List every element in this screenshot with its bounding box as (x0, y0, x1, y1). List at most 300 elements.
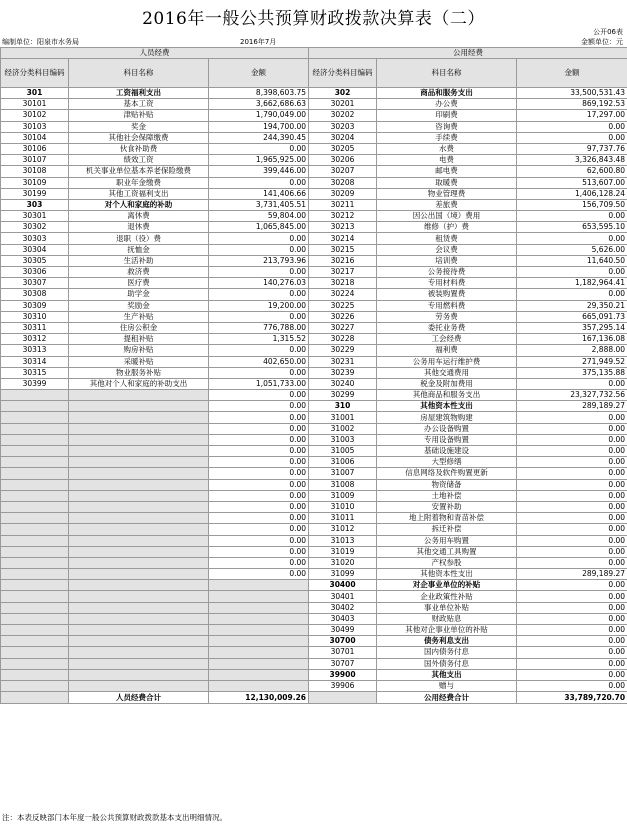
left-code: 30311 (1, 322, 69, 333)
left-item-name: 伙食补助费 (69, 143, 209, 154)
table-row (1, 446, 627, 457)
table-row (1, 647, 627, 658)
left-code (1, 412, 69, 423)
right-amount: 665,091.73 (517, 311, 627, 322)
left-code (1, 401, 69, 412)
table-row (1, 367, 627, 378)
table-row (1, 658, 627, 669)
right-code: 30207 (309, 166, 377, 177)
total-amount-public: 33,789,720.70 (517, 692, 627, 704)
left-code (1, 535, 69, 546)
left-item-name (69, 535, 209, 546)
table-row (1, 233, 627, 244)
left-code: 30303 (1, 233, 69, 244)
left-item-name: 提租补贴 (69, 334, 209, 345)
right-amount: 0.00 (517, 378, 627, 389)
right-code: 30212 (309, 211, 377, 222)
right-amount: 0.00 (517, 591, 627, 602)
left-amount: 19,200.00 (209, 300, 309, 311)
table-row (1, 513, 627, 524)
right-amount: 0.00 (517, 233, 627, 244)
left-amount: 0.00 (209, 390, 309, 401)
left-item-name (69, 479, 209, 490)
left-amount: 3,662,686.63 (209, 99, 309, 110)
right-code: 30231 (309, 356, 377, 367)
left-item-name: 其他对个人和家庭的补助支出 (69, 378, 209, 389)
right-item-name: 水费 (377, 143, 517, 154)
table-row (1, 434, 627, 445)
left-item-name (69, 468, 209, 479)
right-amount: 0.00 (517, 535, 627, 546)
right-item-name: 办公设备购置 (377, 423, 517, 434)
right-code: 31013 (309, 535, 377, 546)
left-item-name: 对个人和家庭的补助 (69, 199, 209, 210)
right-amount: 0.00 (517, 680, 627, 691)
right-amount: 0.00 (517, 636, 627, 647)
left-item-name: 生产补贴 (69, 311, 209, 322)
right-code: 30217 (309, 267, 377, 278)
left-item-name: 退职（役）费 (69, 233, 209, 244)
right-amount: 0.00 (517, 132, 627, 143)
right-code: 31011 (309, 513, 377, 524)
right-item-name: 房屋建筑物购建 (377, 412, 517, 423)
left-code: 30101 (1, 99, 69, 110)
section-header-row (1, 48, 627, 59)
right-item-name: 基础设施建设 (377, 446, 517, 457)
table-row (1, 267, 627, 278)
left-amount (209, 647, 309, 658)
table-row (1, 591, 627, 602)
left-item-name (69, 446, 209, 457)
left-amount: 194,700.00 (209, 121, 309, 132)
left-code (1, 580, 69, 591)
left-amount: 399,446.00 (209, 166, 309, 177)
table-row (1, 345, 627, 356)
left-item-name (69, 569, 209, 580)
left-amount: 0.00 (209, 557, 309, 568)
left-code (1, 434, 69, 445)
table-row (1, 311, 627, 322)
page-title: 2016年一般公共预算财政拨款决算表（二） (142, 9, 485, 29)
left-amount: 0.00 (209, 267, 309, 278)
right-item-name: 拆迁补偿 (377, 524, 517, 535)
right-code: 30701 (309, 647, 377, 658)
right-item-name: 专用材料费 (377, 278, 517, 289)
table-row (1, 166, 627, 177)
total-spacer-right (309, 692, 377, 704)
right-code: 30239 (309, 367, 377, 378)
right-amount: 0.00 (517, 479, 627, 490)
left-item-name: 离休费 (69, 211, 209, 222)
section-public: 公用经费 (309, 48, 627, 59)
left-code: 30314 (1, 356, 69, 367)
left-code (1, 591, 69, 602)
left-amount: 0.00 (209, 569, 309, 580)
right-code: 30299 (309, 390, 377, 401)
left-item-name: 基本工资 (69, 99, 209, 110)
left-item-name: 生活补助 (69, 255, 209, 266)
right-amount: 289,189.27 (517, 569, 627, 580)
left-amount (209, 658, 309, 669)
right-amount: 3,326,843.48 (517, 155, 627, 166)
right-item-name: 劳务费 (377, 311, 517, 322)
right-code: 30204 (309, 132, 377, 143)
left-item-name: 奖励金 (69, 300, 209, 311)
left-amount: 0.00 (209, 546, 309, 557)
table-row (1, 569, 627, 580)
right-amount: 0.00 (517, 434, 627, 445)
left-amount: 0.00 (209, 501, 309, 512)
table-row (1, 625, 627, 636)
left-code (1, 669, 69, 680)
left-item-name: 医疗费 (69, 278, 209, 289)
left-item-name (69, 591, 209, 602)
right-code: 302 (309, 88, 377, 99)
left-amount: 1,965,925.00 (209, 155, 309, 166)
left-code (1, 658, 69, 669)
right-item-name: 会议费 (377, 244, 517, 255)
right-item-name: 其他对企事业单位的补贴 (377, 625, 517, 636)
table-row (1, 289, 627, 300)
table-row (1, 132, 627, 143)
right-amount: 0.00 (517, 669, 627, 680)
left-amount: 213,793.96 (209, 255, 309, 266)
right-code: 31019 (309, 546, 377, 557)
left-code: 30315 (1, 367, 69, 378)
right-item-name: 公务接待费 (377, 267, 517, 278)
left-code (1, 647, 69, 658)
right-item-name: 专用设备购置 (377, 434, 517, 445)
table-row (1, 188, 627, 199)
left-item-name: 工资福利支出 (69, 88, 209, 99)
table-row (1, 199, 627, 210)
left-item-name: 救济费 (69, 267, 209, 278)
left-amount: 0.00 (209, 412, 309, 423)
right-amount: 167,136.08 (517, 334, 627, 345)
right-item-name: 其他交通费用 (377, 367, 517, 378)
left-code (1, 457, 69, 468)
section-personnel: 人员经费 (1, 48, 309, 59)
table-row (1, 222, 627, 233)
table-row (1, 143, 627, 154)
right-amount: 0.00 (517, 267, 627, 278)
table-row (1, 524, 627, 535)
right-amount: 0.00 (517, 501, 627, 512)
col-name-left: 科目名称 (69, 59, 209, 88)
left-amount: 1,065,845.00 (209, 222, 309, 233)
right-amount: 33,500,531.43 (517, 88, 627, 99)
left-item-name (69, 613, 209, 624)
right-code: 30226 (309, 311, 377, 322)
right-code: 31012 (309, 524, 377, 535)
right-item-name: 工会经费 (377, 334, 517, 345)
left-item-name (69, 423, 209, 434)
left-amount: 776,788.00 (209, 322, 309, 333)
right-code: 310 (309, 401, 377, 412)
table-row (1, 468, 627, 479)
left-code (1, 501, 69, 512)
left-item-name (69, 412, 209, 423)
right-item-name: 电费 (377, 155, 517, 166)
right-code: 31099 (309, 569, 377, 580)
left-item-name: 奖金 (69, 121, 209, 132)
left-amount: 0.00 (209, 513, 309, 524)
table-row (1, 244, 627, 255)
right-item-name: 公务用车运行维护费 (377, 356, 517, 367)
table-row (1, 300, 627, 311)
right-code: 30499 (309, 625, 377, 636)
right-amount: 0.00 (517, 647, 627, 658)
right-amount: 0.00 (517, 524, 627, 535)
right-code: 30211 (309, 199, 377, 210)
table-row (1, 457, 627, 468)
right-code: 31002 (309, 423, 377, 434)
left-item-name (69, 490, 209, 501)
right-item-name: 差旅费 (377, 199, 517, 210)
right-item-name: 财政贴息 (377, 613, 517, 624)
right-code: 30240 (309, 378, 377, 389)
left-code: 30310 (1, 311, 69, 322)
right-item-name: 因公出国（境）费用 (377, 211, 517, 222)
left-code: 30199 (1, 188, 69, 199)
right-code: 30229 (309, 345, 377, 356)
right-item-name: 印刷费 (377, 110, 517, 121)
right-item-name: 企业政策性补贴 (377, 591, 517, 602)
right-item-name: 办公费 (377, 99, 517, 110)
col-code-right: 经济分类科目编码 (309, 59, 377, 88)
left-amount: 244,390.45 (209, 132, 309, 143)
right-amount: 0.00 (517, 490, 627, 501)
right-amount: 11,640.50 (517, 255, 627, 266)
right-code: 31006 (309, 457, 377, 468)
right-item-name: 培训费 (377, 255, 517, 266)
table-row (1, 501, 627, 512)
left-amount (209, 580, 309, 591)
left-item-name: 绩效工资 (69, 155, 209, 166)
left-item-name: 助学金 (69, 289, 209, 300)
table-row (1, 99, 627, 110)
left-amount: 8,398,603.75 (209, 88, 309, 99)
right-amount: 0.00 (517, 513, 627, 524)
table-row (1, 490, 627, 501)
right-amount: 1,406,128.24 (517, 188, 627, 199)
left-amount: 1,790,049.00 (209, 110, 309, 121)
right-item-name: 其他支出 (377, 669, 517, 680)
left-amount (209, 669, 309, 680)
right-item-name: 产权参股 (377, 557, 517, 568)
left-item-name (69, 390, 209, 401)
table-row (1, 390, 627, 401)
right-amount: 0.00 (517, 121, 627, 132)
table-row (1, 557, 627, 568)
right-code: 30206 (309, 155, 377, 166)
table-row (1, 546, 627, 557)
right-item-name: 物业管理费 (377, 188, 517, 199)
right-code: 30218 (309, 278, 377, 289)
left-code: 30308 (1, 289, 69, 300)
left-code: 30399 (1, 378, 69, 389)
right-item-name: 税金及附加费用 (377, 378, 517, 389)
left-amount: 0.00 (209, 490, 309, 501)
table-row (1, 613, 627, 624)
right-code: 30201 (309, 99, 377, 110)
right-item-name: 其他资本性支出 (377, 569, 517, 580)
left-amount: 1,315.52 (209, 334, 309, 345)
table-row (1, 322, 627, 333)
left-amount: 0.00 (209, 311, 309, 322)
left-amount: 141,406.66 (209, 188, 309, 199)
left-item-name (69, 680, 209, 691)
table-row (1, 602, 627, 613)
left-amount: 0.00 (209, 143, 309, 154)
left-code (1, 680, 69, 691)
left-item-name (69, 501, 209, 512)
right-code: 30213 (309, 222, 377, 233)
right-amount: 0.00 (517, 289, 627, 300)
left-code (1, 524, 69, 535)
total-amount-personnel: 12,130,009.26 (209, 692, 309, 704)
left-item-name (69, 658, 209, 669)
table-row (1, 177, 627, 188)
left-code (1, 468, 69, 479)
right-item-name: 安置补助 (377, 501, 517, 512)
right-code: 31020 (309, 557, 377, 568)
left-code: 30312 (1, 334, 69, 345)
left-code: 30108 (1, 166, 69, 177)
total-label-public: 公用经费合计 (377, 692, 517, 704)
col-name-right: 科目名称 (377, 59, 517, 88)
left-item-name (69, 457, 209, 468)
right-item-name: 事业单位补贴 (377, 602, 517, 613)
table-row (1, 636, 627, 647)
right-amount: 653,595.10 (517, 222, 627, 233)
total-spacer-left (1, 692, 69, 704)
left-code (1, 390, 69, 401)
left-amount: 0.00 (209, 244, 309, 255)
left-code: 30106 (1, 143, 69, 154)
left-item-name: 住房公积金 (69, 322, 209, 333)
left-code: 30104 (1, 132, 69, 143)
right-item-name: 其他资本性支出 (377, 401, 517, 412)
right-amount: 17,297.00 (517, 110, 627, 121)
right-item-name: 大型修缮 (377, 457, 517, 468)
table-row (1, 580, 627, 591)
right-code: 30209 (309, 188, 377, 199)
expenditure-table (0, 47, 627, 704)
left-amount: 402,650.00 (209, 356, 309, 367)
left-code: 30304 (1, 244, 69, 255)
right-item-name: 邮电费 (377, 166, 517, 177)
right-item-name: 咨询费 (377, 121, 517, 132)
right-amount: 0.00 (517, 423, 627, 434)
left-item-name: 机关事业单位基本养老保险缴费 (69, 166, 209, 177)
left-amount (209, 613, 309, 624)
left-code: 30301 (1, 211, 69, 222)
right-item-name: 土地补偿 (377, 490, 517, 501)
left-amount: 0.00 (209, 401, 309, 412)
right-code: 30401 (309, 591, 377, 602)
table-row (1, 412, 627, 423)
left-amount (209, 625, 309, 636)
right-item-name: 赠与 (377, 680, 517, 691)
left-code: 30103 (1, 121, 69, 132)
right-amount: 1,182,964.41 (517, 278, 627, 289)
left-item-name: 抚恤金 (69, 244, 209, 255)
left-amount: 0.00 (209, 457, 309, 468)
left-amount: 0.00 (209, 289, 309, 300)
left-code: 30309 (1, 300, 69, 311)
right-amount: 0.00 (517, 211, 627, 222)
right-code: 30203 (309, 121, 377, 132)
right-item-name: 委托业务费 (377, 322, 517, 333)
table-row (1, 334, 627, 345)
table-row (1, 255, 627, 266)
left-item-name (69, 602, 209, 613)
right-code: 39900 (309, 669, 377, 680)
right-amount: 0.00 (517, 602, 627, 613)
right-code: 30225 (309, 300, 377, 311)
left-amount: 0.00 (209, 423, 309, 434)
right-amount: 0.00 (517, 580, 627, 591)
report-date: 2016年7月 (240, 38, 277, 46)
right-item-name: 其他交通工具购置 (377, 546, 517, 557)
right-amount: 29,350.21 (517, 300, 627, 311)
left-code: 30109 (1, 177, 69, 188)
right-item-name: 租赁费 (377, 233, 517, 244)
table-row (1, 378, 627, 389)
left-code (1, 513, 69, 524)
table-row (1, 278, 627, 289)
right-item-name: 信息网络及软件购置更新 (377, 468, 517, 479)
right-code: 30228 (309, 334, 377, 345)
right-code: 30214 (309, 233, 377, 244)
right-code: 30208 (309, 177, 377, 188)
right-code: 31001 (309, 412, 377, 423)
col-code-left: 经济分类科目编码 (1, 59, 69, 88)
right-code: 31009 (309, 490, 377, 501)
right-code: 39906 (309, 680, 377, 691)
right-amount: 2,888.00 (517, 345, 627, 356)
left-item-name: 职业年金缴费 (69, 177, 209, 188)
right-code: 31010 (309, 501, 377, 512)
left-amount: 140,276.03 (209, 278, 309, 289)
right-code: 30216 (309, 255, 377, 266)
left-item-name (69, 580, 209, 591)
left-amount: 0.00 (209, 177, 309, 188)
right-code: 30224 (309, 289, 377, 300)
right-amount: 0.00 (517, 658, 627, 669)
left-item-name (69, 669, 209, 680)
col-amount-right: 金额 (517, 59, 627, 88)
right-amount: 357,295.14 (517, 322, 627, 333)
right-amount: 0.00 (517, 412, 627, 423)
total-label-personnel: 人员经费合计 (69, 692, 209, 704)
left-code: 30107 (1, 155, 69, 166)
left-code (1, 423, 69, 434)
left-item-name: 物业服务补贴 (69, 367, 209, 378)
right-item-name: 手续费 (377, 132, 517, 143)
left-item-name: 购房补贴 (69, 345, 209, 356)
right-code: 30707 (309, 658, 377, 669)
left-item-name: 其他社会保障缴费 (69, 132, 209, 143)
left-amount: 0.00 (209, 446, 309, 457)
table-row (1, 401, 627, 412)
right-code: 30202 (309, 110, 377, 121)
left-code (1, 602, 69, 613)
table-row (1, 479, 627, 490)
table-row (1, 535, 627, 546)
footnote: 注：本表反映部门本年度一般公共预算财政拨款基本支出明细情况。 (2, 813, 227, 822)
